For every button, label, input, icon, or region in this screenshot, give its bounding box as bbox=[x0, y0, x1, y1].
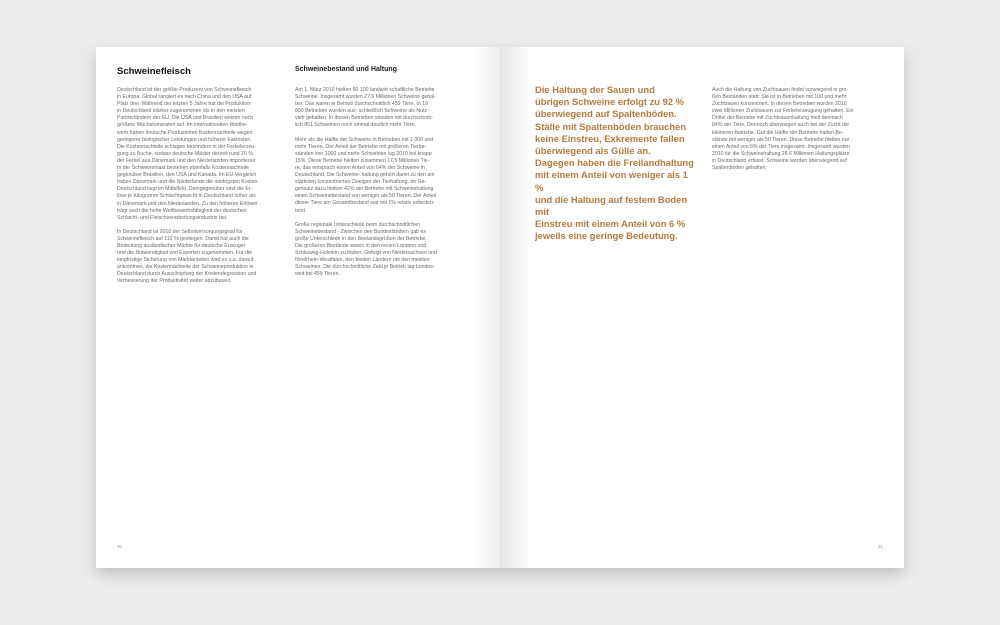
paragraph: Am 1. März 2010 hielten 60 100 landwirt schaftliche Betriebe Schweine. Insgesamt wurden 27,6 Millionen Schweine gehal- ten. Das waren je Betrieb durchschnittlich 459 Tiere. In 19 800 Betrieben wurden aus- schließlich Schweine als Nutz- vieh gehalten. In diesen Betrieben standen mit durchschnitt- lich 851 Schweinen noch einmal deutlich mehr Tiere. bbox=[295, 87, 437, 129]
pull-quote: Die Haltung der Sauen und übrigen Schweine erfolgt zu 92 % überwiegend auf Spaltenböden. Ställe mit Spaltenböden brauchen keine Einstreu, Exkremente fallen überwiegend als Gülle an. Dagegen haben die Freilandhaltung mit einem Anteil von weniger als 1 % und die Haltung auf festem Boden mit Einstreu mit einem Anteil von 6 % jeweils eine geringe Bedeutung. bbox=[535, 84, 694, 242]
section-subtitle: Schweinebestand und Haltung bbox=[295, 66, 397, 73]
paragraph: Große regionale Unterschiede beim durchschnittlichen Schweinebestand - Zwischen den Bundesländern gab es große Unterschiede in den Bestandsgrößen der Betriebe. Die größeren Bestände waren in den neuen Ländern und Schleswig-Holstein zu finden. Gefolgt von Niedersachsen und Nordrhein-Westfalen, den beiden Ländern mit den meisten Schweinen. Die durchschnittliche Zahl je Betrieb lag bundes- weit bei 459 Tieren. bbox=[295, 221, 437, 278]
book-spread bbox=[96, 47, 904, 568]
paragraph: Mehr als die Hälfte der Schweine in Betrieben mit 1 000 und mehr Tieren. Der Anteil der Betriebe mit größeren Tierbe- ständen von 1000 und mehr Schweinen lag 2010 bei knapp 15%. Diese Betriebe hielten zusammen 17,5 Millionen Tie- re, das entsprach einem Anteil von 64% der Schweine in Deutschland. Die Schweine- haltung gehört damit zu den am stärksten konzentrierten Zweigen der Tierhaltung. Im Ge- gensatz dazu hielten 42% der Betriebe mit Schweinehaltung einen Schweinebestand von weniger als 50 Tieren. Der Anteil dieser Tiere am Gesamtbestand war mit 1% relativ unbedeu- tend. bbox=[295, 136, 437, 214]
body-column-3 bbox=[712, 87, 888, 179]
paragraph: Deutschland ist der größte Produzent von Schweinefleisch in Europa. Global rangiert es nach China und den USA auf Platz drei. Während der letzten 5 Jahre hat die Produktion in Deutschland stärker zugenommen als in den meisten Partnerländern der EU. Die USA und Brasilien weisen noch größere Wachstumsraten auf. Im internationalen Wettbe- werb haben deutsche Produzenten Kostennachteile wegen geringerer biologischer Leistungen und höherer Faktosten. Die Kostennachteile schlagen besonders in der Ferkelerzeu- gung zu Buche, sodass deutsche Mäster derzeit rund 20 % der Ferkel aus Dänemark und den Niederlanden importieren. In der Schweinemast bestehen ebenfalls Kostennachteile gegenüber Brasilien, den USA und Kanada. Im EU-Vergleich haben Dänemark und die Niederlande die niedrigsten Kosten. Deutschland liegt im Mittelfeld. Demgegenüber sind die Er- löse je Kilogramm Schlachtgewicht in Deutschland höher als in Dänemark und den Niederlanden. Zu den höheren Erlösen trägt auch die hohe Wettbewerbsfähigkeit der deutschen Schlacht- und Fleischverarbeitungsindustrie bei. bbox=[117, 87, 259, 221]
paragraph: Auch die Haltung von Zuchtsauen findet vorwiegend in gro- ßen Beständen statt: Sie ist in Betrieben mit 100 und mehr Zuchtsauen konzentriert. In diesen Betrieben wurden 2010 zwei Millionen Zuchtsauen zur Ferkelerzeugung gehalten. Ein Drittel der Betriebe mit Zuchtsauenhaltung hielt demnach 84% der Tiere. Dennoch überwiegen auch bei der Zucht die kleineren Betriebe. Gut die Hälfte der Betriebe hatten Be- stände mit weniger als 50 Tieren. Diese Betriebe hielten nur einen Anteil von 6% der Tiere insgesamt. Insgesamt wurden 2010 für die Schweinehaltung 28,6 Millionen Haltungsplätze in Deutschland erfasst. Schweine werden überwiegend auf Spaltenböden gehalten. bbox=[712, 87, 854, 172]
gutter-shadow bbox=[474, 47, 500, 568]
right-page bbox=[500, 47, 904, 568]
page-title: Schweinefleisch bbox=[117, 66, 191, 77]
page-number: 30 bbox=[117, 544, 123, 549]
page-number: 31 bbox=[877, 544, 883, 549]
body-column-2 bbox=[295, 87, 463, 285]
paragraph: In Deutschland ist 2010 der Selbstversorgungsgrad für Schweinefleisch auf 110 % gestiegen. Damit hat auch die Bedeutung ausländischer Märkte für deutsche Erzeuger und die Notwendigkeit von Exporten zugenommen. Für die langfristige Sicherung von Marktanteilen wird es u.a. darauf ankommen, die Kostennachteile der Schweineproduktion in Deutschland durch Ausschöpfung der Kostendegression und Verbesserung der Produktivität weiter abzubauen. bbox=[117, 228, 257, 285]
body-column-1 bbox=[117, 87, 277, 293]
gutter-shadow bbox=[500, 47, 530, 568]
left-page bbox=[96, 47, 500, 568]
